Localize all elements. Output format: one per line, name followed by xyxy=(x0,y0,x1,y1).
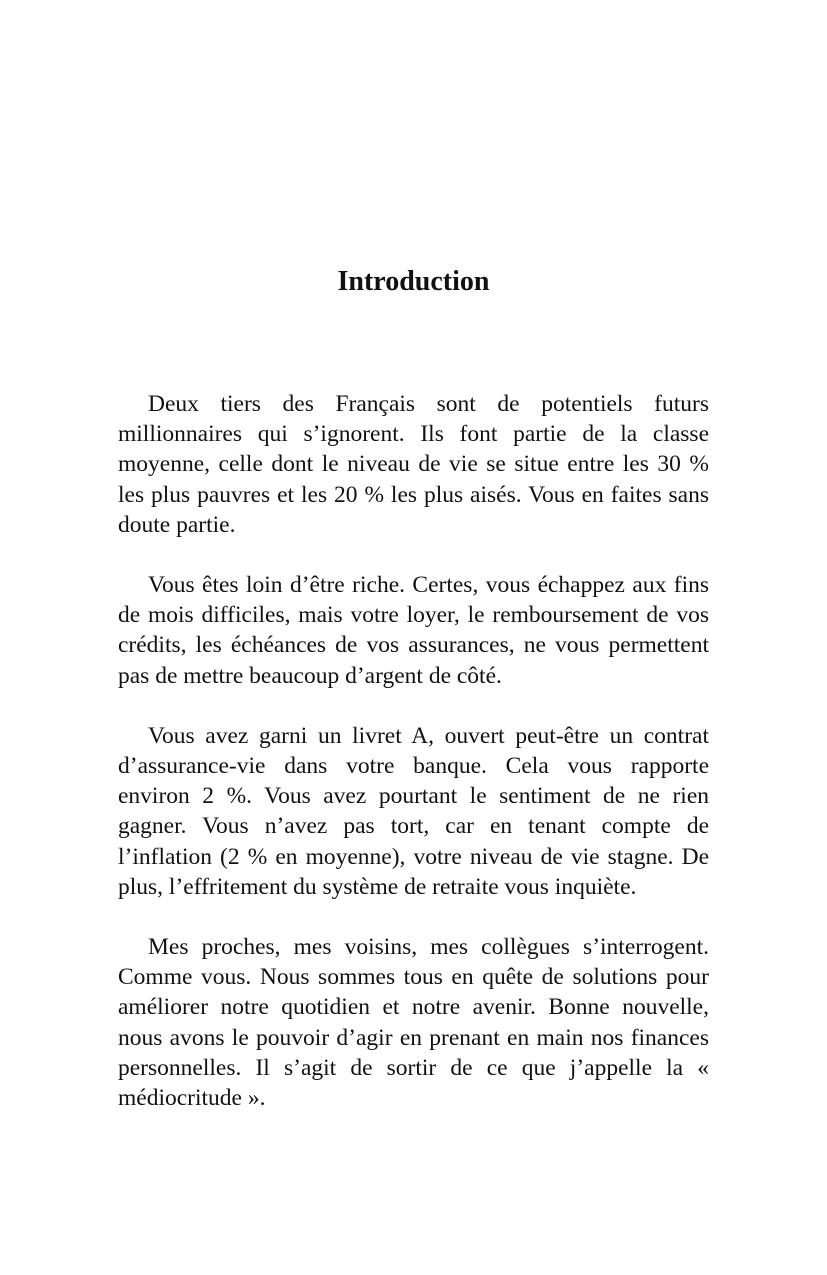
paragraph-2: Vous êtes loin d’être riche. Certes, vous échappez aux fins de mois difficiles, mais votre loyer, le remboursement de vos crédits, les échéances de vos assurances, ne vous permettent pas de mettre beaucoup d’argent de côté. xyxy=(118,572,709,689)
paragraph-4: Mes proches, mes voisins, mes collègues s’interrogent. Comme vous. Nous sommes tous en quête de solutions pour améliorer notre quotidien et notre avenir. Bonne nouvelle, nous avons le pouvoir d’agir en prenant en main nos finances personnelles. Il s’agit de sortir de ce que j’appelle la « médiocritude ». xyxy=(118,934,709,1112)
chapter-body xyxy=(118,389,709,1143)
chapter-title: Introduction xyxy=(337,266,490,297)
paragraph-3: Vous avez garni un livret A, ouvert peut-être un contrat d’assurance-vie dans votre banque. Cela vous rapporte environ 2 %. Vous avez pourtant le sentiment de ne rien gagner. Vous n’avez pas tort, car en tenant compte de l’inflation (2 % en moyenne), votre niveau de vie stagne. De plus, l’effritement du système de retraite vous inquiète. xyxy=(118,722,709,900)
paragraph-1: Deux tiers des Français sont de potentiels futurs millionnaires qui s’ignorent. Ils font partie de la classe moyenne, celle dont le niveau de vie se situe entre les 30 % les plus pauvres et les 20 % les plus aisés. Vous en faites sans doute partie. xyxy=(118,391,709,538)
